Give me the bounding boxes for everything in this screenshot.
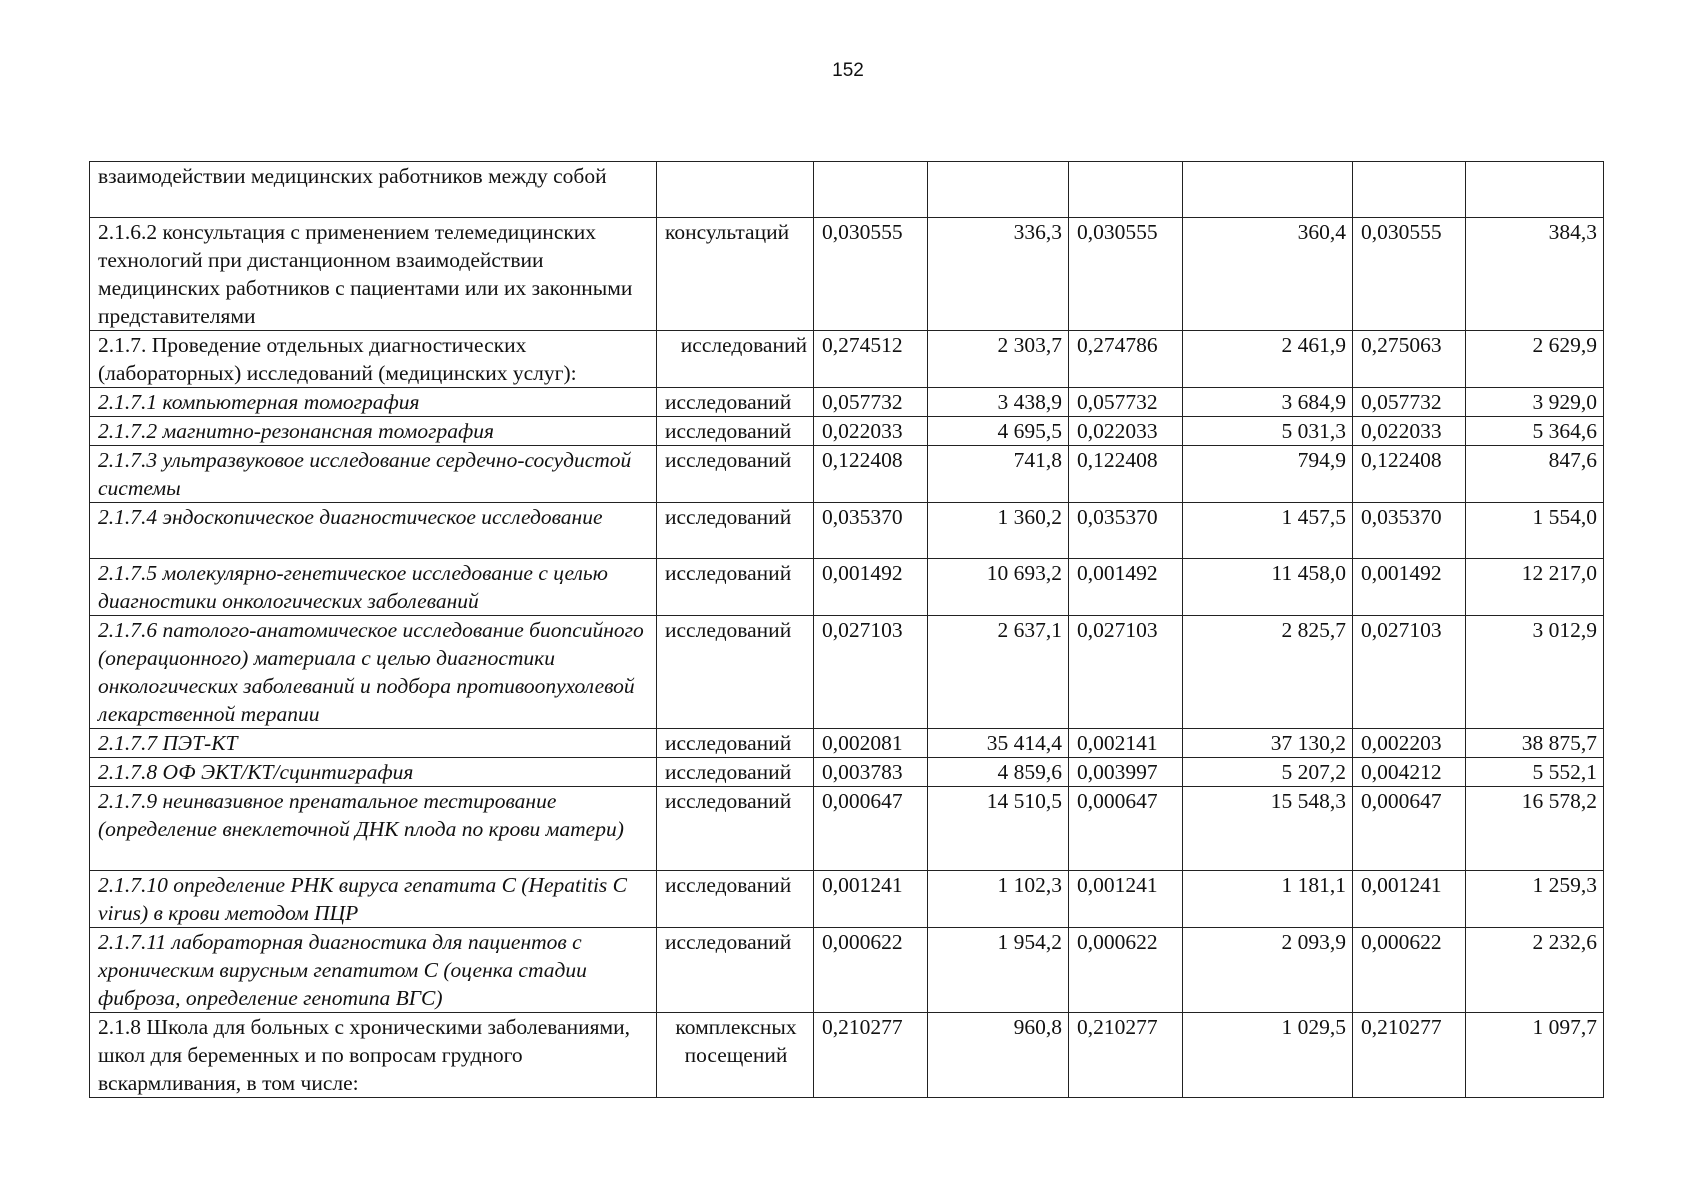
row-name-cell: 2.1.7.7 ПЭТ-КТ <box>90 729 657 758</box>
volume-norm-cell: 0,001241 <box>1353 871 1466 928</box>
volume-norm-cell <box>814 162 928 218</box>
table-row <box>90 503 1604 559</box>
volume-norm-cell: 0,122408 <box>814 446 928 503</box>
cost-norm-cell: 4 695,5 <box>928 417 1069 446</box>
volume-norm-cell: 0,275063 <box>1353 331 1466 388</box>
table-row <box>90 417 1604 446</box>
cost-norm-cell: 1 554,0 <box>1466 503 1604 559</box>
volume-norm-cell: 0,030555 <box>814 218 928 331</box>
cost-norm-cell <box>928 162 1069 218</box>
unit-cell: исследований <box>657 729 814 758</box>
table-row <box>90 928 1604 1013</box>
volume-norm-cell: 0,000622 <box>1069 928 1183 1013</box>
row-name-cell: 2.1.7.4 эндоскопическое диагностическое исследование <box>90 503 657 559</box>
table-row <box>90 446 1604 503</box>
volume-norm-cell: 0,001492 <box>814 559 928 616</box>
cost-norm-cell: 15 548,3 <box>1183 787 1353 871</box>
table-row <box>90 388 1604 417</box>
cost-norm-cell: 794,9 <box>1183 446 1353 503</box>
unit-cell: исследований <box>657 503 814 559</box>
volume-norm-cell: 0,057732 <box>1353 388 1466 417</box>
cost-norm-cell: 37 130,2 <box>1183 729 1353 758</box>
cost-norm-cell: 1 457,5 <box>1183 503 1353 559</box>
table-row <box>90 616 1604 729</box>
cost-norm-cell: 384,3 <box>1466 218 1604 331</box>
unit-cell: исследований <box>657 446 814 503</box>
volume-norm-cell: 0,210277 <box>814 1013 928 1098</box>
cost-norm-cell: 10 693,2 <box>928 559 1069 616</box>
unit-cell: исследований <box>657 331 814 388</box>
unit-cell <box>657 162 814 218</box>
unit-cell: исследований <box>657 758 814 787</box>
table-row <box>90 758 1604 787</box>
volume-norm-cell: 0,000647 <box>1353 787 1466 871</box>
cost-norm-cell: 960,8 <box>928 1013 1069 1098</box>
volume-norm-cell: 0,022033 <box>1353 417 1466 446</box>
row-name-cell: 2.1.6.2 консультация с применением телемедицинских технологий при дистанционном взаимодействии медицинских работников с пациентами или их законными представителями <box>90 218 657 331</box>
cost-norm-cell: 3 684,9 <box>1183 388 1353 417</box>
cost-norm-cell: 12 217,0 <box>1466 559 1604 616</box>
volume-norm-cell: 0,057732 <box>1069 388 1183 417</box>
cost-norm-cell: 38 875,7 <box>1466 729 1604 758</box>
row-name-cell: 2.1.7. Проведение отдельных диагностических (лабораторных) исследований (медицинских услуг): <box>90 331 657 388</box>
volume-norm-cell: 0,035370 <box>1069 503 1183 559</box>
volume-norm-cell: 0,001241 <box>814 871 928 928</box>
volume-norm-cell: 0,027103 <box>1069 616 1183 729</box>
unit-cell: исследований <box>657 616 814 729</box>
volume-norm-cell: 0,004212 <box>1353 758 1466 787</box>
unit-cell: исследований <box>657 559 814 616</box>
volume-norm-cell: 0,035370 <box>1353 503 1466 559</box>
volume-norm-cell: 0,210277 <box>1353 1013 1466 1098</box>
volume-norm-cell: 0,000647 <box>814 787 928 871</box>
cost-norm-cell: 11 458,0 <box>1183 559 1353 616</box>
row-name-cell: 2.1.7.11 лабораторная диагностика для пациентов с хроническим вирусным гепатитом С (оценка стадии фиброза, определение генотипа ВГС) <box>90 928 657 1013</box>
volume-norm-cell: 0,035370 <box>814 503 928 559</box>
unit-cell: исследований <box>657 417 814 446</box>
unit-cell: исследований <box>657 787 814 871</box>
cost-norm-cell: 16 578,2 <box>1466 787 1604 871</box>
cost-norm-cell: 1 259,3 <box>1466 871 1604 928</box>
volume-norm-cell: 0,000622 <box>1353 928 1466 1013</box>
cost-norm-cell: 847,6 <box>1466 446 1604 503</box>
cost-norm-cell <box>1466 162 1604 218</box>
cost-norm-cell: 360,4 <box>1183 218 1353 331</box>
cost-norm-cell: 2 303,7 <box>928 331 1069 388</box>
volume-norm-cell: 0,022033 <box>1069 417 1183 446</box>
cost-norm-cell: 5 364,6 <box>1466 417 1604 446</box>
cost-norm-cell: 2 629,9 <box>1466 331 1604 388</box>
table-row <box>90 871 1604 928</box>
volume-norm-cell: 0,001492 <box>1353 559 1466 616</box>
volume-norm-cell <box>1069 162 1183 218</box>
cost-norm-cell: 5 031,3 <box>1183 417 1353 446</box>
volume-norm-cell: 0,274512 <box>814 331 928 388</box>
volume-norm-cell: 0,000647 <box>1069 787 1183 871</box>
volume-norm-cell: 0,001241 <box>1069 871 1183 928</box>
volume-norm-cell: 0,003997 <box>1069 758 1183 787</box>
volume-norm-cell: 0,002203 <box>1353 729 1466 758</box>
volume-norm-cell: 0,002141 <box>1069 729 1183 758</box>
volume-norm-cell: 0,003783 <box>814 758 928 787</box>
volume-norm-cell: 0,274786 <box>1069 331 1183 388</box>
row-name-cell: 2.1.7.9 неинвазивное пренатальное тестирование (определение внеклеточной ДНК плода по крови матери) <box>90 787 657 871</box>
volume-norm-cell: 0,001492 <box>1069 559 1183 616</box>
volume-norm-cell: 0,002081 <box>814 729 928 758</box>
table-row <box>90 1013 1604 1098</box>
page-number: 152 <box>832 60 864 81</box>
volume-norm-cell: 0,030555 <box>1069 218 1183 331</box>
row-name-cell: 2.1.7.10 определение РНК вируса гепатита C (Hepatitis C virus) в крови методом ПЦР <box>90 871 657 928</box>
volume-norm-cell: 0,122408 <box>1069 446 1183 503</box>
cost-norm-cell: 5 207,2 <box>1183 758 1353 787</box>
cost-norm-cell: 1 954,2 <box>928 928 1069 1013</box>
unit-cell: комплексных посещений <box>657 1013 814 1098</box>
table-row <box>90 162 1604 218</box>
volume-norm-cell: 0,027103 <box>1353 616 1466 729</box>
volume-norm-cell <box>1353 162 1466 218</box>
cost-norm-cell: 4 859,6 <box>928 758 1069 787</box>
cost-norm-cell: 1 102,3 <box>928 871 1069 928</box>
row-name-cell: 2.1.7.5 молекулярно-генетическое исследование с целью диагностики онкологических заболеваний <box>90 559 657 616</box>
row-name-cell: 2.1.7.3 ультразвуковое исследование сердечно-сосудистой системы <box>90 446 657 503</box>
volume-norm-cell: 0,022033 <box>814 417 928 446</box>
cost-norm-cell: 2 093,9 <box>1183 928 1353 1013</box>
volume-norm-cell: 0,057732 <box>814 388 928 417</box>
volume-norm-cell: 0,030555 <box>1353 218 1466 331</box>
cost-norm-cell: 14 510,5 <box>928 787 1069 871</box>
tariff-table <box>89 161 1604 1098</box>
cost-norm-cell: 2 461,9 <box>1183 331 1353 388</box>
cost-norm-cell: 3 438,9 <box>928 388 1069 417</box>
volume-norm-cell: 0,210277 <box>1069 1013 1183 1098</box>
cost-norm-cell: 1 181,1 <box>1183 871 1353 928</box>
cost-norm-cell: 5 552,1 <box>1466 758 1604 787</box>
table-row <box>90 787 1604 871</box>
unit-cell: исследований <box>657 388 814 417</box>
row-name-cell: 2.1.7.2 магнитно-резонансная томография <box>90 417 657 446</box>
volume-norm-cell: 0,000622 <box>814 928 928 1013</box>
row-name-cell: 2.1.7.6 патолого-анатомическое исследование биопсийного (операционного) материала с целью диагностики онкологических заболеваний и подбора противоопухолевой лекарственной терапии <box>90 616 657 729</box>
table-row <box>90 218 1604 331</box>
cost-norm-cell: 2 232,6 <box>1466 928 1604 1013</box>
cost-norm-cell: 3 929,0 <box>1466 388 1604 417</box>
cost-norm-cell: 2 825,7 <box>1183 616 1353 729</box>
unit-cell: исследований <box>657 871 814 928</box>
cost-norm-cell: 3 012,9 <box>1466 616 1604 729</box>
row-name-cell: 2.1.8 Школа для больных с хроническими заболеваниями, школ для беременных и по вопросам грудного вскармливания, в том числе: <box>90 1013 657 1098</box>
row-name-cell: 2.1.7.1 компьютерная томография <box>90 388 657 417</box>
cost-norm-cell: 1 029,5 <box>1183 1013 1353 1098</box>
cost-norm-cell: 336,3 <box>928 218 1069 331</box>
volume-norm-cell: 0,027103 <box>814 616 928 729</box>
row-name-cell: 2.1.7.8 ОФ ЭКТ/КТ/сцинтиграфия <box>90 758 657 787</box>
unit-cell: консультаций <box>657 218 814 331</box>
volume-norm-cell: 0,122408 <box>1353 446 1466 503</box>
cost-norm-cell: 35 414,4 <box>928 729 1069 758</box>
table-row <box>90 331 1604 388</box>
cost-norm-cell: 1 097,7 <box>1466 1013 1604 1098</box>
cost-norm-cell <box>1183 162 1353 218</box>
row-name-cell: взаимодействии медицинских работников между собой <box>90 162 657 218</box>
table-row <box>90 729 1604 758</box>
table-body <box>90 162 1604 1098</box>
table-row <box>90 559 1604 616</box>
unit-cell: исследований <box>657 928 814 1013</box>
cost-norm-cell: 741,8 <box>928 446 1069 503</box>
cost-norm-cell: 2 637,1 <box>928 616 1069 729</box>
cost-norm-cell: 1 360,2 <box>928 503 1069 559</box>
